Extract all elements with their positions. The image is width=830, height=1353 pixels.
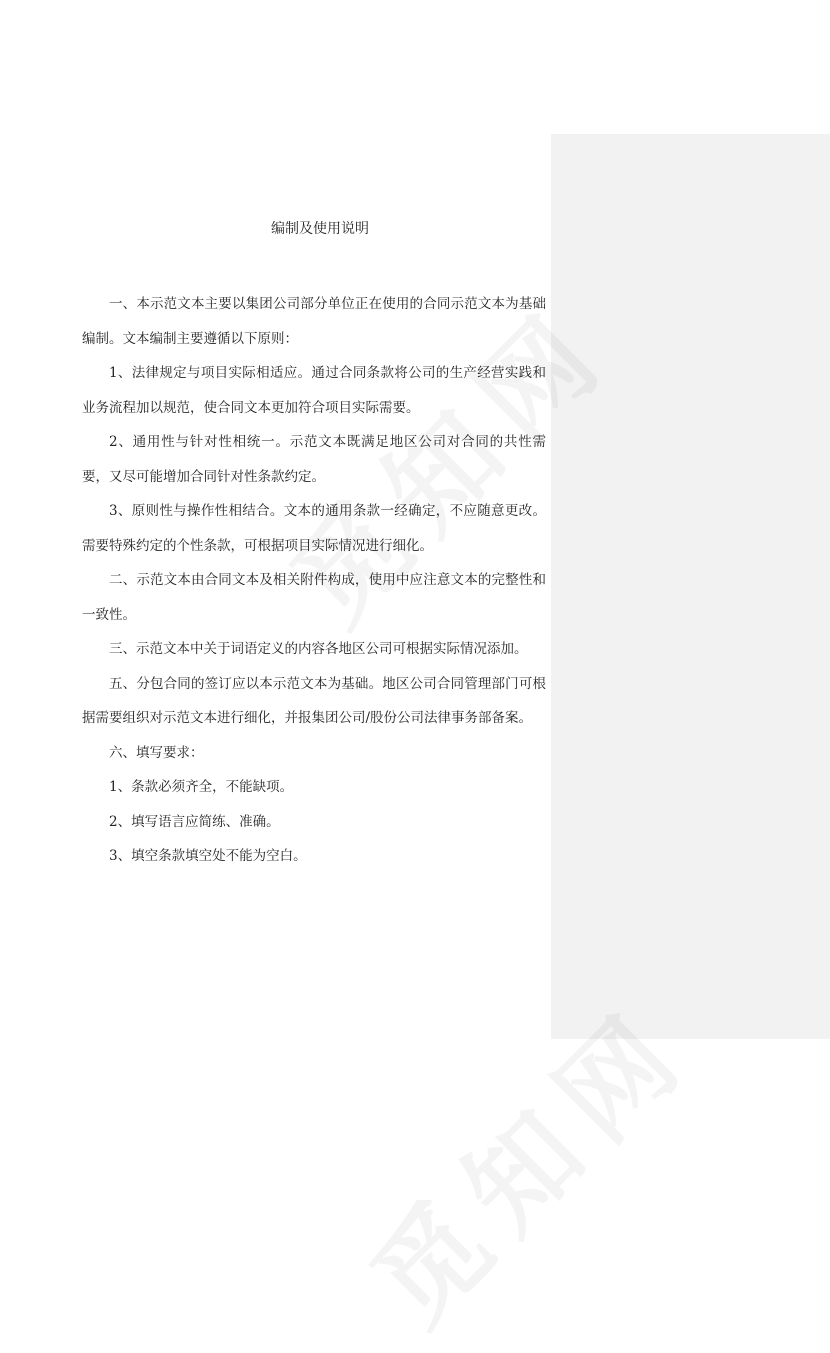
paragraph: 1、条款必须齐全，不能缺项。 xyxy=(109,779,294,795)
paragraph: 1、法律规定与项目实际相适应。通过合同条款将公司的生产经营实践和业务流程加以规范，使合同文本更加符合项目实际需要。 xyxy=(82,365,546,416)
paragraph: 3、填空条款填空处不能为空白。 xyxy=(109,848,307,864)
paragraph: 一、本示范文本主要以集团公司部分单位正在使用的合同示范文本为基础编制。文本编制主要遵循以下原则： xyxy=(82,296,546,347)
paragraph: 五、分包合同的签订应以本示范文本为基础。地区公司合同管理部门可根据需要组织对示范文本进行细化，并报集团公司/股份公司法律事务部备案。 xyxy=(82,675,546,726)
paragraph: 三、示范文本中关于词语定义的内容各地区公司可根据实际情况添加。 xyxy=(109,641,528,657)
paragraph: 2、通用性与针对性相统一。示范文本既满足地区公司对合同的共性需要，又尽可能增加合同针对性条款约定。 xyxy=(82,434,546,485)
document-title: 编制及使用说明 xyxy=(271,221,369,237)
paragraph: 3、原则性与操作性相结合。文本的通用条款一经确定，不应随意更改。需要特殊约定的个性条款，可根据项目实际情况进行细化。 xyxy=(82,503,546,554)
paragraph: 六、填写要求： xyxy=(109,744,204,761)
paragraph: 二、示范文本由合同文本及相关附件构成，使用中应注意文本的完整性和一致性。 xyxy=(82,572,546,623)
document-body xyxy=(82,287,546,874)
paragraph: 2、填写语言应简练、准确。 xyxy=(109,813,280,830)
comment-margin-panel xyxy=(551,134,830,1039)
